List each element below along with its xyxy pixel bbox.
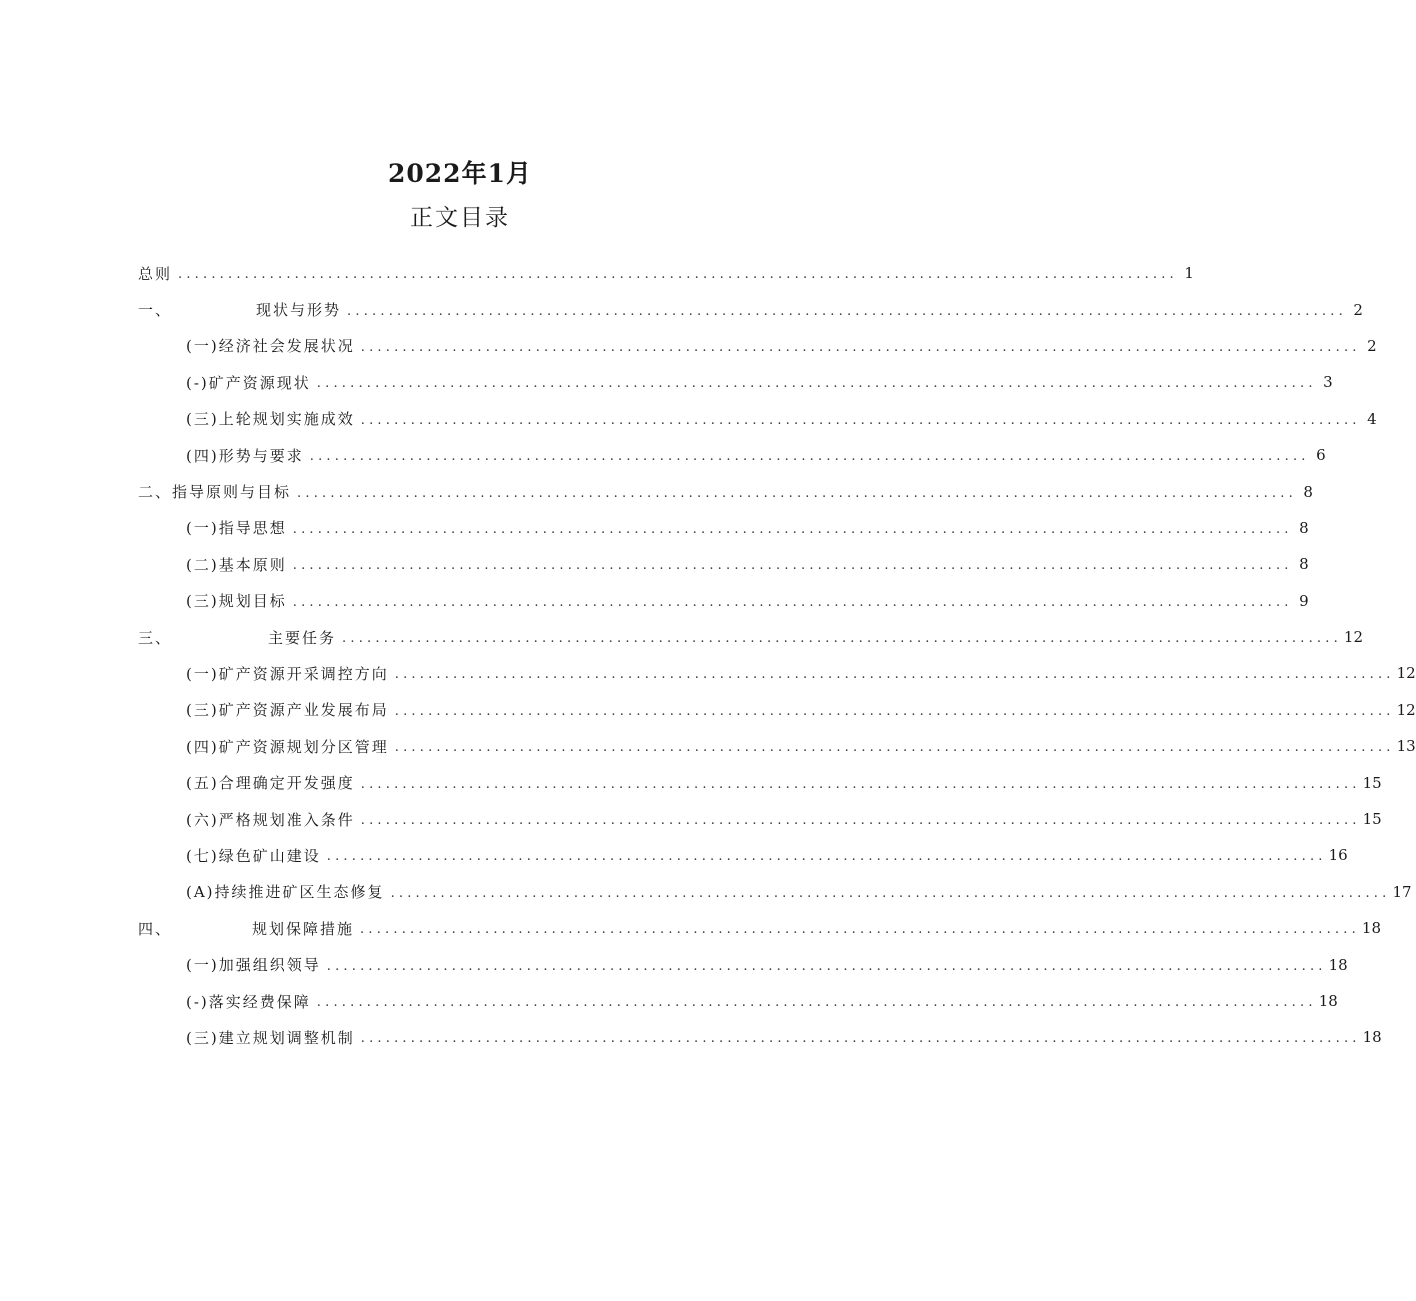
toc-entry-number: (四)	[186, 446, 219, 465]
toc-entry-title: 形势与要求	[218, 446, 304, 465]
toc-page-number: 18	[1318, 992, 1338, 1010]
toc-entry[interactable]	[138, 437, 1326, 473]
toc-page-number: 18	[1362, 1028, 1382, 1047]
toc-entry-label	[186, 699, 395, 720]
toc-entry-title: 矿产资源开采调控方向	[218, 664, 389, 683]
toc-entry[interactable]	[138, 328, 1377, 364]
toc-entry-number: 二、	[138, 483, 173, 502]
toc-entry[interactable]	[138, 510, 1309, 546]
toc-entry[interactable]	[138, 583, 1309, 619]
toc-page-number: 15	[1362, 810, 1382, 829]
toc-entry-title: 绿色矿山建设	[218, 846, 321, 865]
toc-entry-label	[186, 590, 293, 611]
toc-page-number: 18	[1328, 955, 1348, 974]
toc-entry-label	[186, 335, 361, 356]
toc-title: 正文目录	[410, 205, 510, 231]
toc-entry-label	[138, 918, 360, 939]
toc-page-number: 8	[1299, 555, 1309, 574]
toc-entry-label	[186, 772, 361, 793]
toc-page-number: 12	[1396, 664, 1416, 683]
toc-entry-number: (A)	[186, 883, 215, 902]
toc-leader-dots: ........................................................................................................................	[360, 1031, 1361, 1047]
toc-entry-label	[186, 408, 361, 429]
toc-page-number: 17	[1392, 882, 1412, 901]
toc-entry-label	[186, 445, 310, 466]
toc-entry-number: (一)	[186, 337, 219, 356]
toc-entry[interactable]	[138, 801, 1382, 837]
toc-leader-dots: ........................................................................................................................	[360, 813, 1361, 829]
toc-entry-label	[186, 881, 391, 902]
toc-entry-title: 规划保障措施	[252, 919, 355, 938]
toc-entry[interactable]	[138, 983, 1338, 1019]
toc-entry-title: 加强组织领导	[218, 956, 321, 975]
toc-entry-label	[186, 517, 293, 538]
toc-page-number: 2	[1367, 336, 1377, 355]
toc-leader-dots: ........................................................................................................................	[360, 776, 1361, 792]
toc-leader-dots: ........................................................................................................................	[178, 267, 1178, 283]
toc-leader-dots: ........................................................................................................................	[394, 740, 1395, 756]
toc-entry-label	[186, 736, 395, 757]
toc-entry[interactable]	[138, 728, 1416, 764]
toc-leader-dots: ........................................................................................................................	[326, 849, 1327, 865]
toc-entry-number: (五)	[186, 774, 219, 793]
toc-leader-dots: ........................................................................................................................	[360, 922, 1360, 938]
toc-leader-dots: ........................................................................................................................	[316, 995, 1317, 1010]
toc-leader-dots: ........................................................................................................................	[360, 412, 1361, 428]
toc-leader-dots: ........................................................................................................................	[292, 594, 1293, 610]
toc-entry-title: 建立规划调整机制	[218, 1028, 355, 1047]
toc-entry[interactable]	[138, 946, 1348, 982]
toc-leader-dots: ........................................................................................................................	[316, 376, 1317, 392]
toc-entry[interactable]	[138, 874, 1412, 910]
toc-entry-number: (-)	[186, 992, 209, 1011]
toc-entry-title: 总则	[138, 264, 173, 283]
toc-leader-dots: ........................................................................................................................	[347, 303, 1347, 319]
toc-entry-title: 合理确定开发强度	[218, 774, 355, 793]
toc-entry[interactable]	[138, 473, 1313, 509]
toc-leader-dots: ........................................................................................................................	[394, 667, 1395, 683]
toc-entry-title: 经济社会发展状况	[218, 337, 355, 356]
toc-entry-number: (六)	[186, 810, 219, 829]
toc-entry[interactable]	[138, 401, 1377, 437]
toc-entry-number: 四、	[138, 919, 173, 938]
toc-entry-number: (三)	[186, 1028, 219, 1047]
toc-leader-dots: ........................................................................................................................	[342, 631, 1342, 647]
toc-entry[interactable]	[138, 655, 1416, 691]
toc-entry-number: (三)	[186, 701, 219, 720]
toc-entry-label	[138, 481, 297, 502]
toc-page-number: 1	[1184, 264, 1194, 283]
toc-page-number: 12	[1343, 628, 1364, 647]
toc-leader-dots: ........................................................................................................................	[297, 485, 1297, 501]
toc-entry-title: 上轮规划实施成效	[218, 410, 355, 429]
toc-entry-number: 三、	[138, 628, 173, 647]
toc-entry-label	[186, 809, 361, 830]
toc-leader-dots: ........................................................................................................................	[292, 558, 1293, 574]
toc-entry-number: (四)	[186, 737, 219, 756]
toc-page-number: 3	[1323, 373, 1333, 392]
toc-leader-dots: ........................................................................................................................	[390, 885, 1391, 901]
toc-leader-dots: ........................................................................................................................	[360, 339, 1361, 355]
toc-entry-title: 落实经费保障	[208, 992, 311, 1011]
toc-entry[interactable]	[138, 1019, 1382, 1055]
toc-entry-title: 严格规划准入条件	[218, 810, 355, 829]
toc-entry-label	[186, 1027, 361, 1048]
toc-entry[interactable]	[138, 364, 1333, 400]
toc-leader-dots: ........................................................................................................................	[309, 449, 1310, 465]
toc-entry-number: (一)	[186, 519, 219, 538]
document-date: 2022年1月	[388, 159, 532, 188]
toc-entry-number: (一)	[186, 956, 219, 975]
toc-entry-number: (三)	[186, 410, 219, 429]
toc-page-number: 16	[1328, 846, 1348, 865]
toc-entry-label	[186, 845, 327, 866]
toc-leader-dots: ........................................................................................................................	[394, 703, 1395, 719]
toc-entry-label	[138, 263, 178, 284]
toc-leader-dots: ........................................................................................................................	[292, 521, 1293, 537]
toc-entry-title: 指导原则与目标	[172, 483, 292, 502]
toc-entry-title: 指导思想	[218, 519, 287, 538]
toc-entry-label	[186, 954, 327, 975]
toc-page-number: 12	[1396, 700, 1416, 719]
toc-page-number: 2	[1353, 300, 1363, 319]
toc-page-number: 6	[1316, 446, 1326, 465]
toc-entry-label	[138, 627, 342, 648]
toc-page-number: 8	[1299, 518, 1309, 537]
toc-entry[interactable]	[138, 910, 1382, 946]
toc-leader-dots: ........................................................................................................................	[326, 958, 1327, 974]
toc-entry-title: 持续推进矿区生态修复	[214, 883, 385, 902]
toc-page-number: 4	[1367, 409, 1377, 428]
toc-entry[interactable]	[138, 255, 1194, 291]
toc-entry-title: 矿产资源现状	[208, 373, 311, 392]
toc-entry-number: (二)	[186, 555, 219, 574]
toc-entry-label	[186, 663, 395, 684]
table-of-contents	[138, 255, 1416, 1056]
toc-entry-number: (七)	[186, 846, 219, 865]
toc-entry[interactable]	[138, 291, 1363, 327]
toc-entry-label	[186, 991, 317, 1012]
toc-entry[interactable]	[138, 619, 1364, 655]
toc-page-number: 18	[1361, 919, 1382, 938]
toc-entry-title: 现状与形势	[256, 301, 342, 320]
toc-page-number: 8	[1303, 482, 1313, 501]
toc-entry-title: 规划目标	[218, 592, 287, 611]
toc-entry-number: 一、	[138, 301, 173, 320]
toc-entry[interactable]	[138, 692, 1416, 728]
toc-entry-label	[186, 372, 317, 393]
toc-entry-title: 主要任务	[268, 628, 337, 647]
toc-entry-number: (一)	[186, 664, 219, 683]
toc-entry[interactable]	[138, 546, 1309, 582]
toc-page-number: 13	[1396, 737, 1416, 756]
toc-entry[interactable]	[138, 764, 1382, 800]
toc-page-number: 15	[1362, 773, 1382, 792]
toc-entry-number: (三)	[186, 592, 219, 611]
toc-entry-label	[138, 299, 347, 320]
toc-entry-label	[186, 554, 293, 575]
toc-entry-title: 矿产资源规划分区管理	[218, 737, 389, 756]
toc-entry-number: (-)	[186, 373, 209, 392]
toc-entry[interactable]	[138, 837, 1348, 873]
toc-entry-title: 矿产资源产业发展布局	[218, 701, 389, 720]
toc-entry-title: 基本原则	[218, 555, 287, 574]
toc-page-number: 9	[1299, 591, 1309, 610]
